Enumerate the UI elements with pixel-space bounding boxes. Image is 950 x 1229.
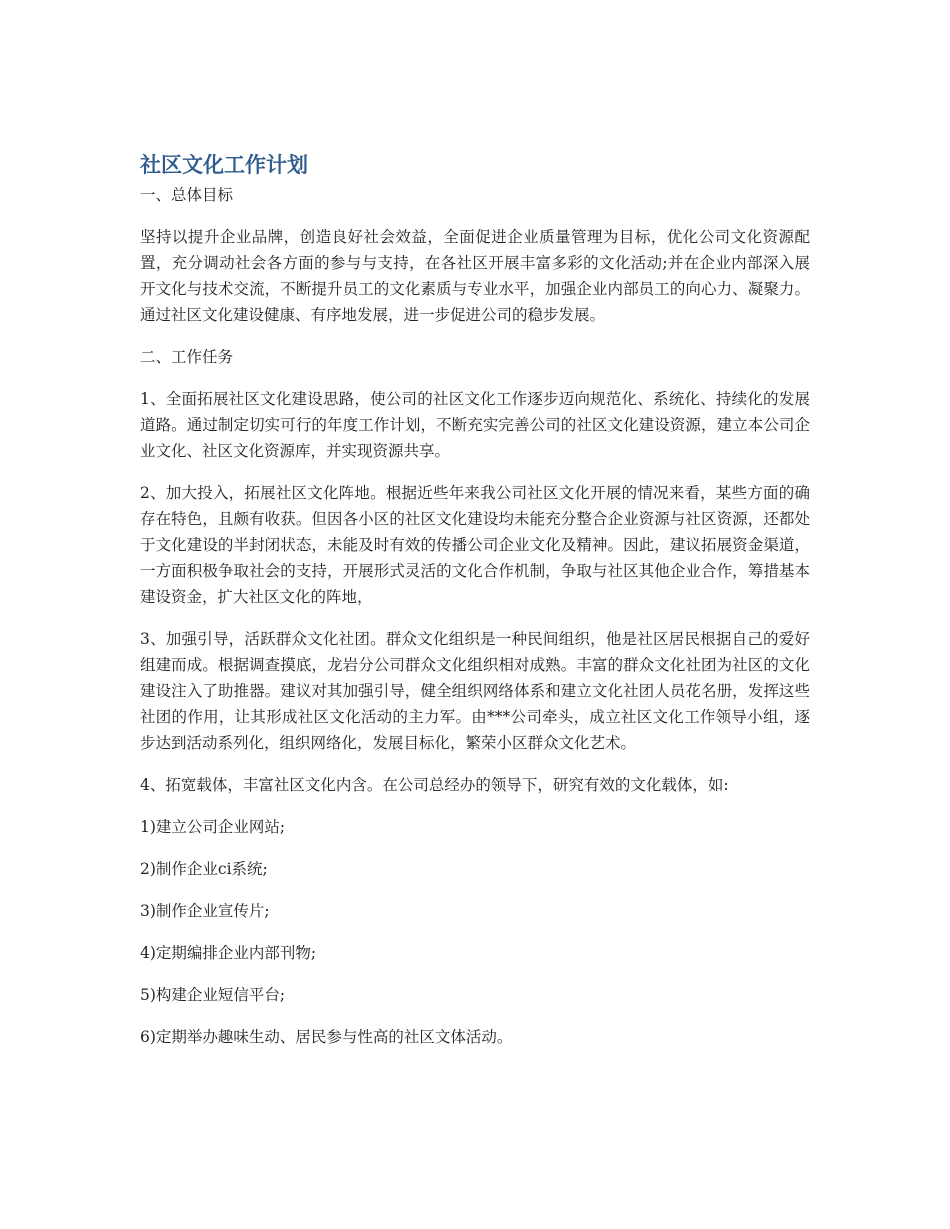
sub-item-6: 6)定期举办趣味生动、居民参与性高的社区文体活动。 — [140, 1028, 513, 1046]
sub-item-2: 2)制作企业ci系统; — [140, 860, 268, 878]
task-item-1: 1、全面拓展社区文化建设思路，使公司的社区文化工作逐步迈向规范化、系统化、持续化的发展道路。通过制定切实可行的年度工作计划，不断充实完善公司的社区文化建设资源，建立本公司企业文化、社区文化资源库，并实现资源共享。 — [140, 390, 810, 460]
document-page — [140, 150, 810, 1050]
sub-item-3: 3)制作企业宣传片; — [140, 902, 270, 920]
goals-paragraph: 坚持以提升企业品牌，创造良好社会效益，全面促进企业质量管理为目标，优化公司文化资源配置，充分调动社会各方面的参与与支持，在各社区开展丰富多彩的文化活动;并在企业内部深入展开文化与技术交流，不断提升员工的文化素质与专业水平，加强企业内部员工的向心力、凝聚力。通过社区文化建设健康、有序地发展，进一步促进公司的稳步发展。 — [140, 228, 810, 324]
section-heading-tasks: 二、工作任务 — [140, 348, 234, 366]
task-item-4: 4、拓宽载体，丰富社区文化内含。在公司总经办的领导下，研究有效的文化载体，如: — [140, 776, 729, 794]
task-item-3: 3、加强引导，活跃群众文化社团。群众文化组织是一种民间组织，他是社区居民根据自己的爱好组建而成。根据调查摸底，龙岩分公司群众文化组织相对成熟。丰富的群众文化社团为社区的文化建设注入了助推器。建议对其加强引导，健全组织网络体系和建立文化社团人员花名册，发挥这些社团的作用，让其形成社区文化活动的主力军。由***公司牵头，成立社区文化工作领导小组，逐步达到活动系列化，组织网络化，发展目标化，繁荣小区群众文化艺术。 — [140, 630, 810, 752]
sub-item-1: 1)建立公司企业网站; — [140, 818, 286, 836]
sub-item-5: 5)构建企业短信平台; — [140, 986, 286, 1004]
sub-item-4: 4)定期编排企业内部刊物; — [140, 944, 317, 962]
document-title: 社区文化工作计划 — [140, 153, 308, 177]
task-item-2: 2、加大投入，拓展社区文化阵地。根据近些年来我公司社区文化开展的情况来看，某些方面的确存在特色，且颇有收获。但因各小区的社区文化建设均未能充分整合企业资源与社区资源，还都处于文化建设的半封闭状态，未能及时有效的传播公司企业文化及精神。因此，建议拓展资金渠道，一方面积极争取社会的支持，开展形式灵活的文化合作机制，争取与社区其他企业合作，筹措基本建设资金，扩大社区文化的阵地， — [140, 484, 810, 606]
section-heading-goals: 一、总体目标 — [140, 186, 234, 204]
